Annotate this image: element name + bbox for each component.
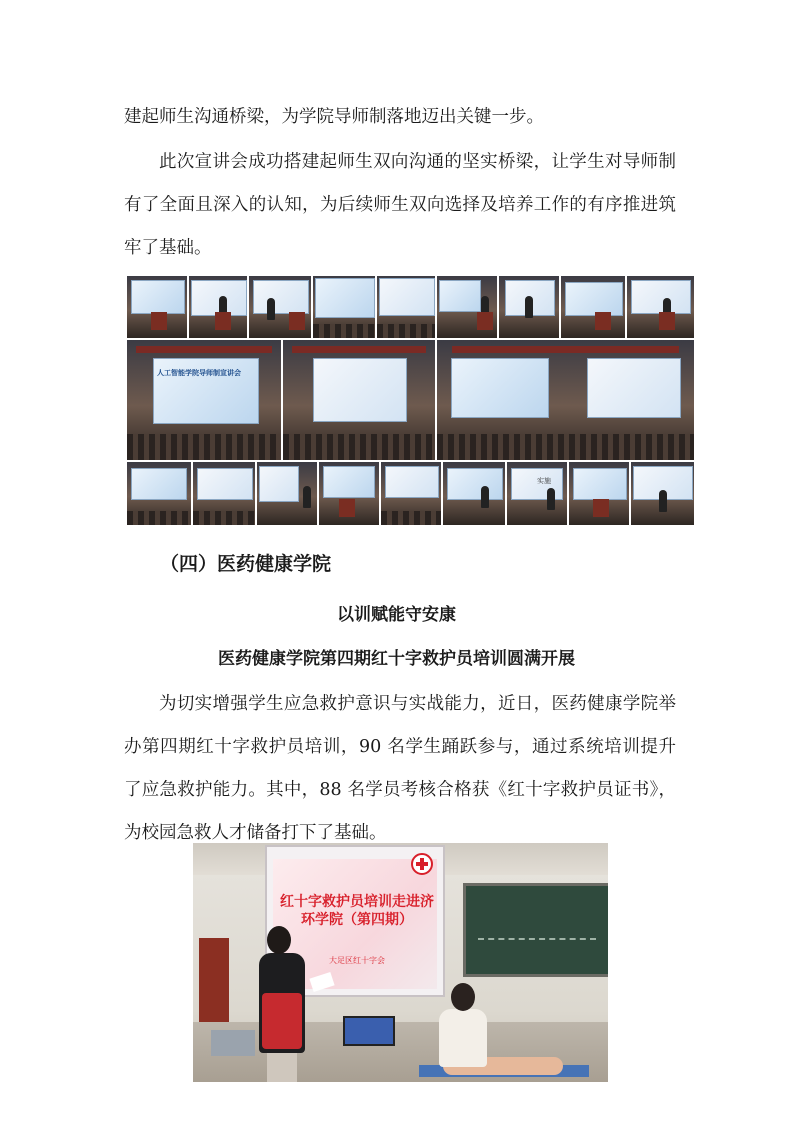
section-heading: （四）医药健康学院 (160, 553, 332, 575)
red-vest (262, 993, 302, 1049)
article-subtitle: 医药健康学院第四期红十字救护员培训圆满开展 (218, 649, 575, 669)
collage-photo (257, 462, 317, 525)
collage-photo (127, 340, 281, 460)
screen-organizer: 大足区红十字会 (329, 956, 385, 965)
collage-photo (283, 340, 435, 460)
collage-photo (507, 462, 567, 525)
collage-photo (313, 276, 375, 338)
paragraph-3: 为切实增强学生应急救护意识与实战能力，近日，医药健康学院举办第四期红十字救护员培训，90 名学生踊跃参与，通过系统培训提升了应急救护能力。其中，88 名学员考核合格获《红十字救护员证书》，为校园急救人才储备打下了基础。 (124, 694, 676, 843)
red-cross-logo-icon (411, 853, 433, 875)
screen-text: 人工智能学院导师制宣讲会 (157, 369, 241, 377)
first-aid-training-photo (193, 843, 608, 1082)
blackboard (463, 883, 608, 977)
collage-photo (631, 462, 694, 525)
collage-photo (381, 462, 441, 525)
collage-photo (193, 462, 255, 525)
article-title: 以训赋能守安康 (337, 605, 456, 625)
collage-photo (437, 276, 497, 338)
collage-photo (189, 276, 247, 338)
collage-photo (127, 276, 187, 338)
screen-title: 红十字救护员培训走进济环学院（第四期） (280, 894, 434, 928)
collage-photo (561, 276, 625, 338)
collage-photo (319, 462, 379, 525)
paragraph-2: 此次宣讲会成功搭建起师生双向沟通的坚实桥梁，让学生对导师制有了全面且深入的认知，为后续师生双向选择及培养工作的有序推进筑牢了基础。 (124, 152, 676, 258)
collage-photo (437, 340, 694, 460)
collage-photo (443, 462, 505, 525)
collage-photo (127, 462, 191, 525)
collage-photo (499, 276, 559, 338)
collage-photo (377, 276, 435, 338)
screen-text: 实施 (537, 477, 551, 485)
collage-photo (569, 462, 629, 525)
lecture-photo-collage (127, 276, 694, 525)
collage-photo (627, 276, 694, 338)
collage-photo (249, 276, 311, 338)
paragraph-1: 建起师生沟通桥梁，为学院导师制落地迈出关键一步。 (124, 107, 544, 127)
